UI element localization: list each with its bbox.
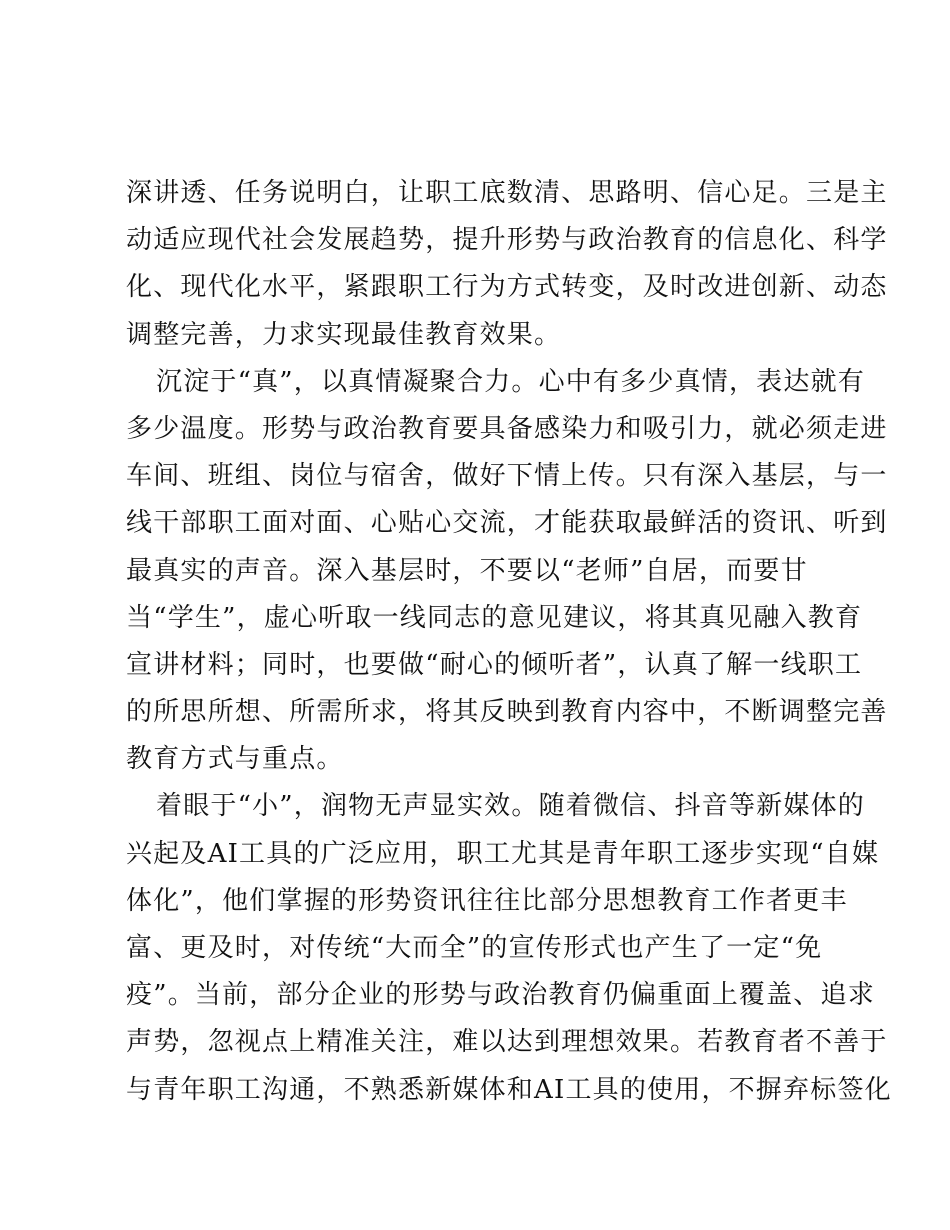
- text-line: 车间、班组、岗位与宿舍，做好下情上传。只有深入基层，与一: [126, 461, 888, 492]
- text-line: 深讲透、任务说明白，让职工底数清、思路明、信心足。三是主: [126, 178, 888, 208]
- text-line: 调整完善，力求实现最佳教育效果。: [126, 319, 562, 350]
- document-body: [126, 170, 892, 1114]
- text-line: 宣讲材料；同时，也要做“耐心的倾听者”，认真了解一线职工: [126, 649, 863, 680]
- text-line: 当“学生”，虚心听取一线同志的意见建议，将其真见融入教育: [126, 602, 863, 633]
- paragraph-first-line: 沉淀于“真”，以真情凝聚合力。心中有多少真情，表达就有: [156, 366, 865, 397]
- text-line: 富、更及时，对传统“大而全”的宣传形式也产生了一定“免: [126, 933, 823, 963]
- text-line: 体化”，他们掌握的形势资讯往往比部分思想教育工作者更丰: [126, 885, 848, 916]
- text-line: 教育方式与重点。: [126, 744, 344, 775]
- text-line: 兴起及AI工具的广泛应用，职工尤其是青年职工逐步实现“自媒: [126, 838, 880, 869]
- text-line: 疫”。当前，部分企业的形势与政治教育仍偏重面上覆盖、追求: [126, 980, 875, 1011]
- text-line: 化、现代化水平，紧跟职工行为方式转变，及时改进创新、动态: [126, 272, 888, 303]
- text-line: 动适应现代社会发展趋势，提升形势与政治教育的信息化、科学: [126, 225, 888, 256]
- text-line: 声势，忽视点上精准关注，难以达到理想效果。若教育者不善于: [126, 1027, 888, 1058]
- text-line: 线干部职工面对面、心贴心交流，才能获取最鲜活的资讯、听到: [126, 508, 888, 539]
- paragraph-first-line: 着眼于“小”，润物无声显实效。随着微信、抖音等新媒体的: [156, 791, 865, 822]
- text-line: 与青年职工沟通，不熟悉新媒体和AI工具的使用，不摒弃标签化: [126, 1074, 892, 1105]
- text-line: 最真实的声音。深入基层时，不要以“老师”自居，而要甘: [126, 555, 808, 586]
- text-line: 的所思所想、所需所求，将其反映到教育内容中，不断调整完善: [126, 697, 888, 728]
- text-line: 多少温度。形势与政治教育要具备感染力和吸引力，就必须走进: [126, 413, 888, 444]
